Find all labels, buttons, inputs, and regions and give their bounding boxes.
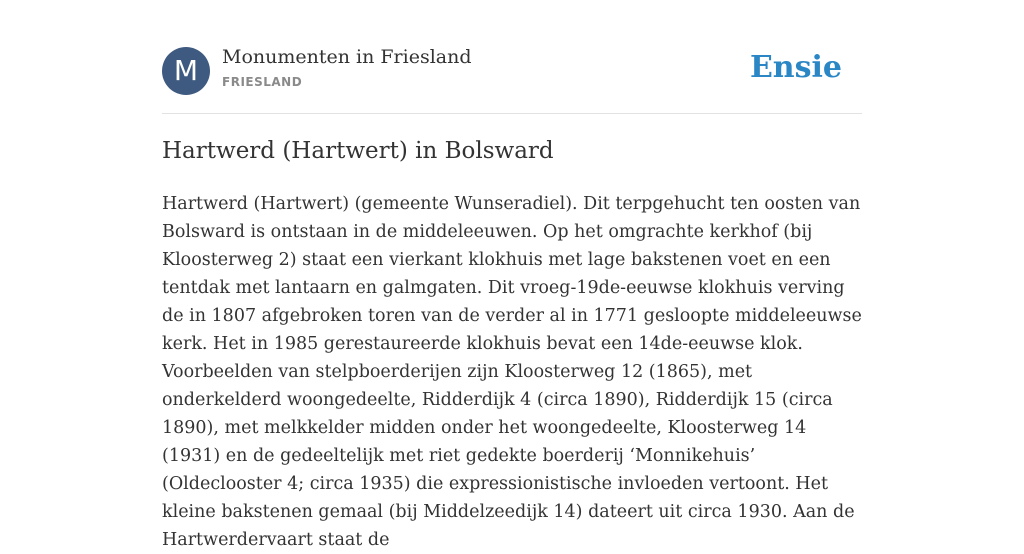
article-card xyxy=(162,0,862,550)
avatar[interactable]: M xyxy=(162,47,210,95)
article-title: Hartwerd (Hartwert) in Bolsward xyxy=(162,138,554,164)
source-subtitle[interactable]: FRIESLAND xyxy=(222,75,303,89)
source-title[interactable]: Monumenten in Friesland xyxy=(222,46,472,68)
divider xyxy=(162,113,862,114)
brand-logo[interactable]: Ensie xyxy=(749,50,842,85)
article-body: Hartwerd (Hartwert) (gemeente Wunseradiel). Dit terpgehucht ten oosten van Bolsward is ontstaan in de middeleeuwen. Op het omgrachte kerkhof (bij Kloosterweg 2) staat een vierkant klokhuis met lage bakstenen voet en een tentdak met lantaarn en galmgaten. Dit vroeg-19de-eeuwse klokhuis verving de in 1807 afgebroken toren van de verder al in 1771 gesloopte middeleeuwse kerk. Het in 1985 gerestaureerde klokhuis bevat een 14de-eeuwse klok. Voorbeelden van stelpboerderijen zijn Kloosterweg 12 (1865), met onderkelderd woongedeelte, Ridderdijk 4 (circa 1890), Ridderdijk 15 (circa 1890), met melkkelder midden onder het woongedeelte, Kloosterweg 14 (1931) en de gedeeltelijk met riet gedekte boerderij ‘Monnikehuis’ (Oldeclooster 4; circa 1935) die expressionistische invloeden vertoont. Het kleine bakstenen gemaal (bij Middelzeedijk 14) dateert uit circa 1930. Aan de Hartwerdervaart staat de xyxy=(162,194,862,550)
source-header xyxy=(162,46,862,96)
